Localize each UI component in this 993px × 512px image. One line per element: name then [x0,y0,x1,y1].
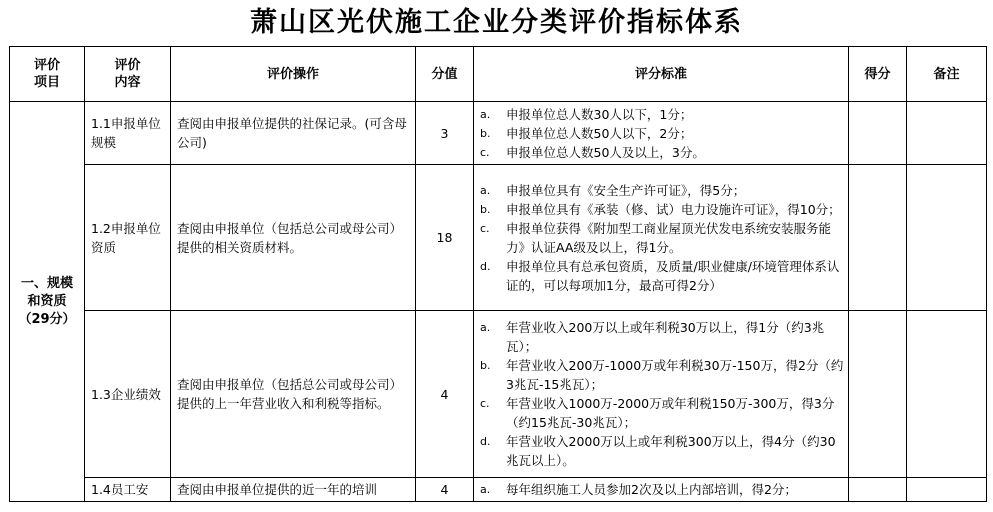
remark-cell [907,311,987,478]
standard-text: 申报单位具有总承包资质，及质量/职业健康/环境管理体系认证的，可以每项加1分，最高可得2分） [506,258,840,293]
got-cell [849,165,907,311]
operation-cell: 查阅由申报单位（包括总公司或母公司）提供的相关资质材料。 [171,165,416,311]
standard-text: 申报单位总人数30人以下，1分； [506,106,693,122]
evaluation-table [9,46,987,502]
table-row [10,478,987,502]
standard-text: 年营业收入2000万以上或年利税300万以上，得4分（约30兆瓦以上）。 [506,434,836,468]
table-row [10,102,987,165]
standard-line [480,480,844,499]
score-cell: 4 [416,478,474,502]
standard-cell [474,478,849,502]
item-cell: 1.2申报单位资质 [85,165,171,311]
got-cell [849,311,907,478]
standard-line [480,394,844,432]
standard-letter: d. [480,259,491,273]
standard-cell [474,165,849,311]
operation-cell: 查阅由申报单位提供的社保记录。(可含母公司) [171,102,416,165]
header-got: 得分 [849,47,907,102]
standard-line [480,219,844,257]
header-item: 评价 内容 [85,47,171,102]
dimension-cell: 一、规模和资质（29分） [10,102,85,502]
table-row [10,165,987,311]
standard-line [480,356,844,394]
standard-letter: a. [480,107,491,121]
standard-letter: b. [480,126,491,140]
standard-letter: a. [480,321,491,334]
standard-text: 申报单位具有《承装（修、试）电力设施许可证》，得10分； [506,201,841,217]
standard-letter: b. [480,202,491,216]
remark-cell [907,165,987,311]
header-remark: 备注 [907,47,987,102]
standard-text: 申报单位总人数50人及以上，3分。 [506,144,705,160]
remark-cell [907,478,987,502]
standard-letter: c. [480,221,490,235]
header-operation: 评价操作 [171,47,416,102]
standard-text: 申报单位具有《安全生产许可证》，得5分； [506,182,746,198]
operation-cell: 查阅由申报单位提供的近一年的培训 [171,478,416,502]
standard-text: 年营业收入200万以上或年利税30万以上，得1分（约3兆瓦）； [506,320,825,354]
got-cell [849,478,907,502]
standard-letter: b. [480,359,491,372]
score-cell: 4 [416,311,474,478]
standard-line [480,143,844,162]
standard-line [480,318,844,356]
standard-letter: a. [480,183,491,197]
header-standard: 评分标准 [474,47,849,102]
standard-line [480,257,844,295]
standard-line [480,432,844,470]
standard-text: 年营业收入1000万-2000万或年利税150万-300万，得3分（约15兆瓦-30兆瓦）； [506,396,835,430]
standard-letter: d. [480,435,491,448]
score-cell: 3 [416,102,474,165]
standard-line [480,124,844,143]
operation-cell: 查阅由申报单位（包括总公司或母公司）提供的上一年营业收入和利税等指标。 [171,311,416,478]
item-cell: 1.1申报单位规模 [85,102,171,165]
remark-cell [907,102,987,165]
standard-text: 每年组织施工人员参加2次及以上内部培训，得2分； [506,482,797,497]
standard-text: 申报单位总人数50人以下，2分； [506,125,693,141]
item-cell: 1.4员工安 [85,478,171,502]
standard-text: 申报单位获得《附加型工商业屋顶光伏发电系统安装服务能力》认证AA级及以上，得1分。 [506,220,832,255]
header-score: 分值 [416,47,474,102]
item-cell: 1.3企业绩效 [85,311,171,478]
standard-line [480,181,844,200]
standard-letter: c. [480,145,490,159]
got-cell [849,102,907,165]
document-title: 萧山区光伏施工企业分类评价指标体系 [250,7,743,38]
standard-letter: a. [480,483,491,496]
standard-letter: c. [480,397,490,410]
standard-cell [474,311,849,478]
standard-line [480,200,844,219]
header-dimension: 评价 项目 [10,47,85,102]
score-cell: 18 [416,165,474,311]
standard-text: 年营业收入200万-1000万或年利税30万-150万，得2分（约3兆瓦-15兆瓦）； [506,358,844,392]
standard-line [480,105,844,124]
standard-cell [474,102,849,165]
table-row [10,311,987,478]
header-row [10,47,987,102]
